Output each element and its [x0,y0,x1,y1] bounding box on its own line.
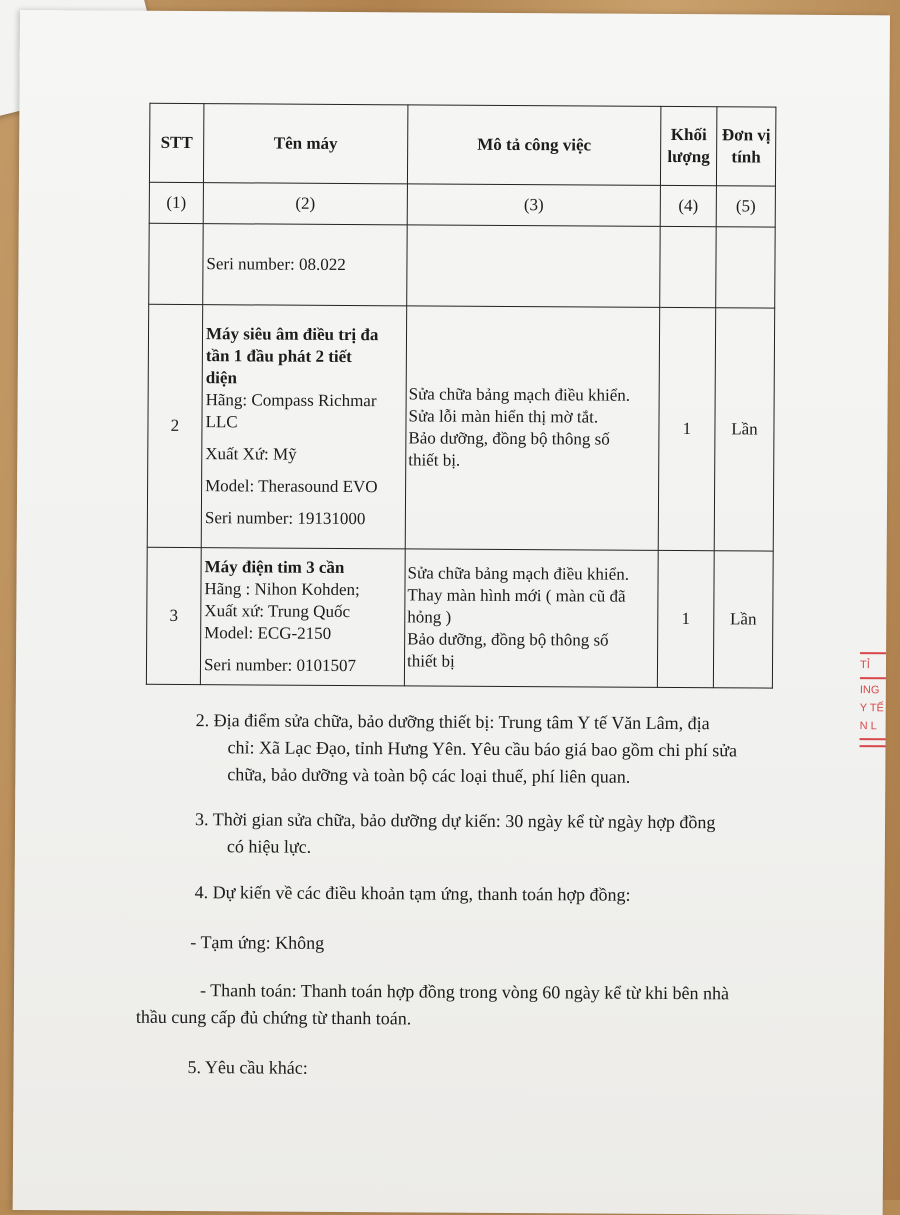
machine-name-line: tần 1 đầu phát 2 tiết [205,346,352,367]
row-stt: 2 [147,304,202,547]
description-line: Bảo dưỡng, đồng bộ thông số [407,629,609,650]
item-3-line2: có hiệu lực. [226,836,312,857]
origin: Xuất Xứ: Mỹ [205,444,297,464]
header-machine-name: Tên máy [203,104,407,184]
description-line: thiết bị [406,651,455,671]
item-2-line2: chỉ: Xã Lạc Đạo, tỉnh Hưng Yên. Yêu cầu báo giá bao gồm chi phí sửa [227,737,738,761]
column-number: (2) [203,183,407,225]
header-unit-line1: Đơn vị [721,125,771,145]
row-quantity: 1 [658,307,715,550]
column-number: (5) [716,186,775,227]
column-number: (3) [407,184,660,227]
row-quantity: 1 [657,550,714,687]
item-4: 4. Dự kiến về các điều khoản tạm ứng, thanh toán hợp đồng: [194,882,631,905]
header-work-description: Mô tả công việc [407,105,660,186]
description-line: Sửa chữa bảng mạch điều khiển. [408,384,631,405]
equipment-table [146,103,777,689]
header-stt: STT [149,103,203,182]
model: Model: Therasound EVO [205,476,378,497]
row-stt: 3 [146,547,201,684]
machine-name: Máy điện tim 3 cần [204,557,345,577]
row-stt [149,223,203,304]
item-2-line3: chữa, bảo dưỡng và toàn bộ các loại thuế, phí liên quan. [227,764,631,787]
table-row [146,547,773,688]
description-line: thiết bị. [408,450,461,470]
origin: Xuất xứ: Trung Quốc [204,601,351,622]
description-line: hỏng ) [407,607,452,627]
machine-name-line: diện [205,368,238,388]
payment-terms-line1: - Thanh toán: Thanh toán hợp đồng trong vòng 60 ngày kể từ khi bên nhà [199,980,730,1004]
stamp-text: TỈ [859,659,870,672]
document-page [13,10,890,1215]
header-quantity-line1: Khối [670,124,707,145]
advance-payment: - Tạm ứng: Không [190,932,325,953]
item-5: 5. Yêu cầu khác: [187,1057,308,1078]
stamp-text: N L [859,720,877,733]
header-unit [716,107,775,186]
manufacturer: Hãng: Compass Richmar [205,390,377,411]
serial-number: Seri number: 0101507 [203,655,357,676]
stamp-text: ING [859,684,880,697]
machine-name-line: Máy siêu âm điều trị đa [205,324,379,345]
description-line: Sửa chữa bảng mạch điều khiển. [407,563,630,584]
row-machine-cell [201,305,406,549]
row-unit-cell [716,227,775,308]
item-3-line1: 3. Thời gian sửa chữa, bảo dưỡng dự kiến: 30 ngày kể từ ngày hợp đồng [194,809,716,833]
column-number-row [149,182,775,227]
header-quantity-line2: lượng [667,146,710,167]
payment-terms-line2: thầu cung cấp đủ chứng từ thanh toán. [135,1006,412,1029]
column-number: (4) [660,185,716,226]
row-unit: Lần [714,308,774,551]
row-unit: Lần [713,551,773,688]
model: Model: ECG-2150 [204,623,332,643]
description-line: Bảo dưỡng, đồng bộ thông số [408,428,610,449]
row-quantity-cell [660,226,716,307]
manufacturer-cont: LLC [205,412,238,432]
header-unit-line2: tính [731,147,761,167]
row-description-cell [404,549,658,688]
table-row [147,304,774,551]
description-line: Sửa lỗi màn hiển thị mờ tắt. [408,406,599,427]
serial-number: Seri number: 08.022 [206,254,346,274]
stamp-text: Y TẾ [859,702,884,715]
table-row [149,223,775,308]
item-2-line1: 2. Địa điểm sửa chữa, bảo dưỡng thiết bị: Trung tâm Y tế Văn Lâm, địa [195,710,710,734]
description-line: Thay màn hình mới ( màn cũ đã [407,585,626,606]
manufacturer: Hãng : Nihon Kohden; [204,579,360,600]
column-number: (1) [149,182,203,223]
header-quantity [660,106,716,185]
serial-number: Seri number: 19131000 [204,508,366,529]
row-description-cell [407,225,660,308]
red-stamp-fragment [859,647,890,787]
table-header-row [149,103,775,186]
row-description-cell [405,306,659,551]
row-machine-cell [200,548,405,686]
row-machine-cell [203,224,407,306]
